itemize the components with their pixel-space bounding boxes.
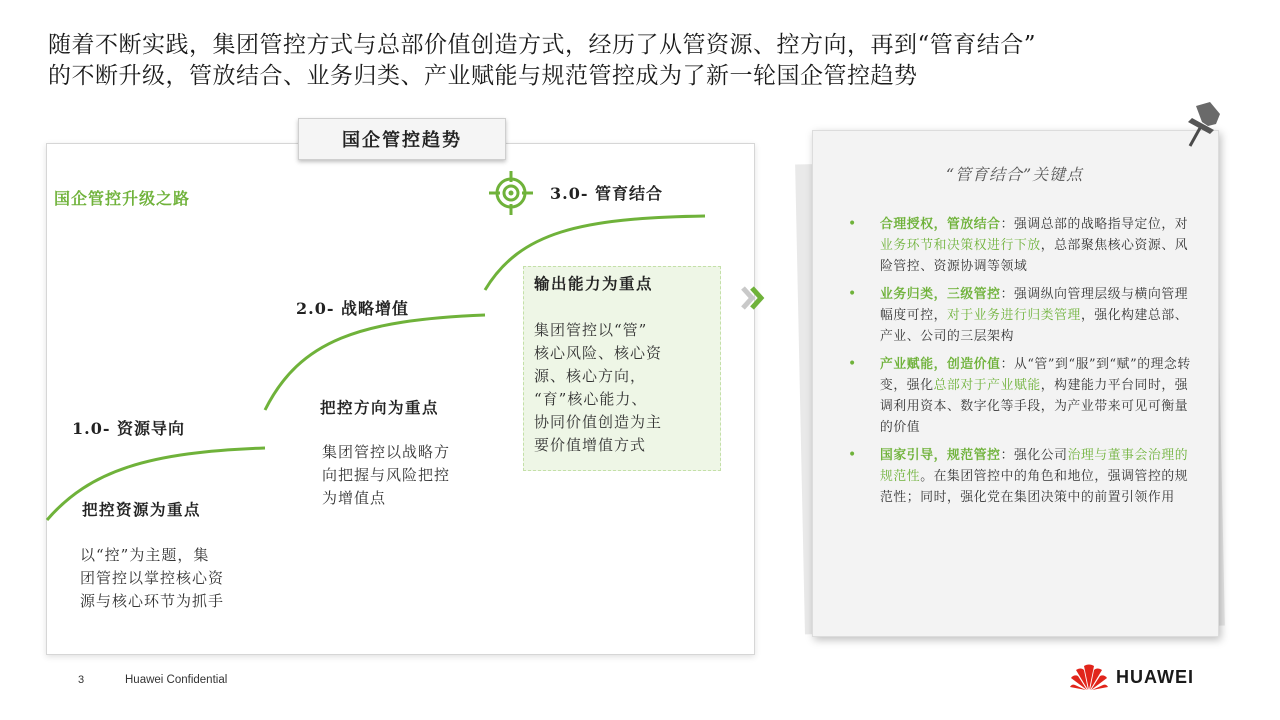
stage-1-title: 1.0- 资源导向 (72, 419, 186, 438)
stage-1-desc (80, 544, 224, 613)
list-item (846, 284, 1196, 347)
pushpin-icon (1180, 100, 1230, 152)
point-text: ，总部聚焦核心资源、风险管控、资源协调等领域 (880, 238, 1189, 274)
card-title: “管育结合”关键点 (945, 165, 1084, 184)
point-text: ，构建能力平台同时，强调利用资本、数字化等手段，为产业带来可见可衡量的价值 (880, 378, 1189, 435)
huawei-flower-logo-icon (1070, 662, 1108, 692)
stage-2-focus: 把控方向为重点 (320, 398, 440, 417)
key-points-list (846, 214, 1196, 515)
point-head: 合理授权，管放结合 (880, 217, 1001, 232)
bullet-icon: • (848, 216, 857, 232)
upgrade-road-label: 国企管控升级之路 (54, 189, 191, 208)
headline-line-1: 随着不断实践，集团管控方式与总部价值创造方式，经历了从管资源、控方向，再到“管育结合” (48, 32, 1037, 58)
bullet-icon: • (848, 356, 857, 372)
list-item (846, 445, 1196, 508)
stage-3-desc-line: 要价值增值方式 (534, 436, 647, 454)
point-text: 。在集团管控中的角色和地位，强调管控的规范性；同时，强化党在集团决策中的前置引领作用 (880, 469, 1189, 505)
stage-2-desc-line: 向把握与风险把控 (322, 466, 451, 484)
bullet-icon: • (848, 447, 857, 463)
point-highlight: 业务环节和决策权进行下放 (880, 238, 1041, 253)
stage-2-desc-line: 为增值点 (322, 489, 387, 507)
stage-2-title: 2.0- 战略增值 (296, 299, 410, 318)
stage-3-desc (534, 319, 662, 457)
bullet-icon: • (848, 286, 857, 302)
stage-2-desc (322, 441, 450, 510)
point-text: ：强化公司 (1000, 448, 1068, 463)
list-item (846, 354, 1196, 438)
point-head: 产业赋能，创造价值 (880, 357, 1001, 372)
point-text: ：强调纵向管理层级与横向管理幅度可控， (880, 287, 1189, 323)
stage-1-focus: 把控资源为重点 (82, 500, 202, 519)
stage-3-title: 3.0- 管育结合 (550, 184, 664, 203)
point-highlight: 总部对于产业赋能 (933, 378, 1041, 393)
stage-2-desc-line: 集团管控以战略方 (322, 443, 451, 461)
point-head: 国家引导，规范管控 (880, 448, 1001, 463)
point-text: ，强化构建总部、产业、公司的三层架构 (880, 308, 1189, 344)
stage-1-desc-line: 源与核心环节为抓手 (80, 592, 225, 610)
page-number: 3 (78, 674, 85, 686)
stage-3-desc-line: “育”核心能力、 (534, 390, 648, 408)
stage-1-desc-line: 以“控”为主题，集 (80, 546, 210, 564)
point-text: ：从“管”到“服”到“赋”的理念转变，强化 (880, 357, 1191, 393)
point-head: 业务归类，三级管控 (880, 287, 1001, 302)
double-chevron-right-icon (736, 280, 770, 316)
huawei-brand (1070, 662, 1194, 692)
headline-line-2: 的不断升级，管放结合、业务归类、产业赋能与规范管控成为了新一轮国企管控趋势 (48, 63, 918, 89)
brand-name: HUAWEI (1116, 666, 1194, 687)
panel-tab-title: 国企管控趋势 (298, 118, 506, 160)
point-text: ：强调总部的战略指导定位，对 (1000, 217, 1189, 232)
point-highlight: 对于业务进行归类管理 (946, 308, 1081, 323)
stage-3-desc-line: 集团管控以“管” (534, 321, 648, 339)
stage-1-desc-line: 团管控以掌控核心资 (80, 569, 225, 587)
stage-3-focus: 输出能力为重点 (534, 274, 654, 293)
list-item (846, 214, 1196, 277)
stage-3-desc-line: 核心风险、核心资 (534, 344, 663, 362)
target-icon (488, 170, 534, 216)
confidential-label: Huawei Confidential (125, 674, 228, 686)
point-highlight: 治理与董事会治理的规范性 (880, 448, 1189, 484)
stage-3-desc-line: 源、核心方向， (534, 367, 647, 385)
stage-3-desc-line: 协同价值创造为主 (534, 413, 663, 431)
